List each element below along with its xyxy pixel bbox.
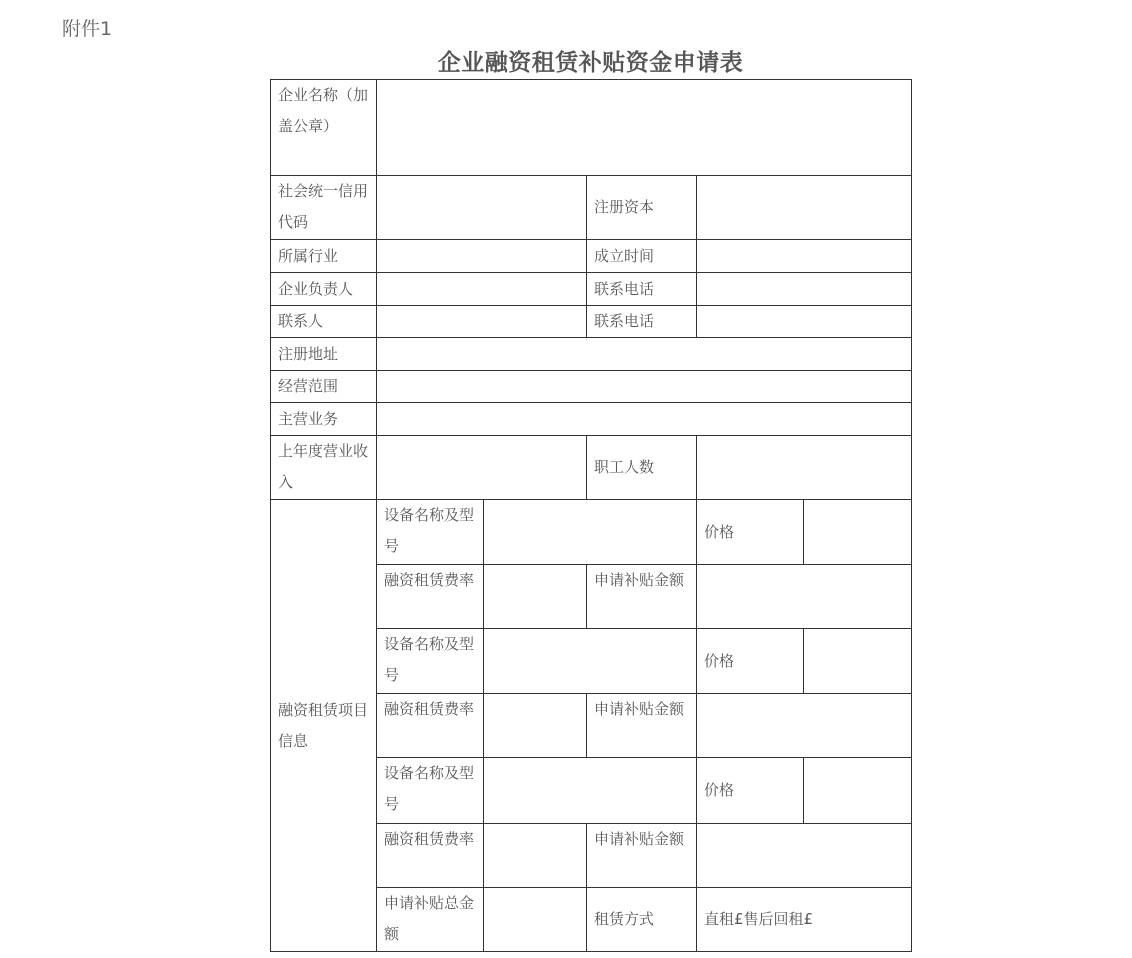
lease-type-label: 租赁方式 xyxy=(587,888,697,952)
row-industry xyxy=(271,240,912,273)
business-scope-label: 经营范围 xyxy=(271,371,377,403)
price-label: 价格 xyxy=(697,758,804,824)
subsidy-label: 申请补贴金额 xyxy=(587,694,697,758)
row-revenue xyxy=(271,436,912,500)
credit-code-label: 社会统一信用代码 xyxy=(271,176,377,240)
row-company-name xyxy=(271,80,912,176)
main-business-field[interactable] xyxy=(377,403,912,436)
credit-code-field[interactable] xyxy=(377,176,587,240)
phone-field-2[interactable] xyxy=(697,306,912,338)
rate-label: 融资租赁费率 xyxy=(377,565,484,629)
employees-field[interactable] xyxy=(697,436,912,500)
row-credit-code xyxy=(271,176,912,240)
subsidy-label: 申请补贴金额 xyxy=(587,824,697,888)
price-field[interactable] xyxy=(804,629,912,694)
company-name-field[interactable] xyxy=(377,80,912,176)
address-label: 注册地址 xyxy=(271,338,377,371)
rate-field[interactable] xyxy=(484,694,587,758)
application-form-table xyxy=(270,79,912,952)
device-label: 设备名称及型号 xyxy=(377,758,484,824)
device-label: 设备名称及型号 xyxy=(377,500,484,565)
row-address xyxy=(271,338,912,371)
founded-field[interactable] xyxy=(697,240,912,273)
total-subsidy-field[interactable] xyxy=(484,888,587,952)
phone-field-1[interactable] xyxy=(697,273,912,306)
revenue-field[interactable] xyxy=(377,436,587,500)
rate-field[interactable] xyxy=(484,565,587,629)
subsidy-field[interactable] xyxy=(697,824,912,888)
project-info-label: 融资租赁项目信息 xyxy=(271,500,377,952)
rate-label: 融资租赁费率 xyxy=(377,694,484,758)
revenue-label: 上年度营业收入 xyxy=(271,436,377,500)
price-label: 价格 xyxy=(697,500,804,565)
contact-field[interactable] xyxy=(377,306,587,338)
business-scope-field[interactable] xyxy=(377,371,912,403)
industry-field[interactable] xyxy=(377,240,587,273)
company-name-label: 企业名称（加盖公章） xyxy=(271,80,377,176)
row-equipment-1-device xyxy=(271,500,912,565)
total-subsidy-label: 申请补贴总金额 xyxy=(377,888,484,952)
registered-capital-field[interactable] xyxy=(697,176,912,240)
subsidy-field[interactable] xyxy=(697,565,912,629)
industry-label: 所属行业 xyxy=(271,240,377,273)
rate-label: 融资租赁费率 xyxy=(377,824,484,888)
principal-field[interactable] xyxy=(377,273,587,306)
address-field[interactable] xyxy=(377,338,912,371)
device-field[interactable] xyxy=(484,629,697,694)
rate-field[interactable] xyxy=(484,824,587,888)
principal-label: 企业负责人 xyxy=(271,273,377,306)
registered-capital-label: 注册资本 xyxy=(587,176,697,240)
form-title: 企业融资租赁补贴资金申请表 xyxy=(437,50,744,76)
contact-label: 联系人 xyxy=(271,306,377,338)
price-field[interactable] xyxy=(804,500,912,565)
subsidy-field[interactable] xyxy=(697,694,912,758)
device-field[interactable] xyxy=(484,500,697,565)
device-field[interactable] xyxy=(484,758,697,824)
row-contact xyxy=(271,306,912,338)
phone-label-1: 联系电话 xyxy=(587,273,697,306)
price-label: 价格 xyxy=(697,629,804,694)
main-business-label: 主营业务 xyxy=(271,403,377,436)
phone-label-2: 联系电话 xyxy=(587,306,697,338)
device-label: 设备名称及型号 xyxy=(377,629,484,694)
founded-label: 成立时间 xyxy=(587,240,697,273)
employees-label: 职工人数 xyxy=(587,436,697,500)
row-business-scope xyxy=(271,371,912,403)
row-main-business xyxy=(271,403,912,436)
price-field[interactable] xyxy=(804,758,912,824)
subsidy-label: 申请补贴金额 xyxy=(587,565,697,629)
row-principal xyxy=(271,273,912,306)
attachment-label: 附件1 xyxy=(62,18,113,40)
lease-type-options[interactable]: 直租£售后回租£ xyxy=(697,888,912,952)
